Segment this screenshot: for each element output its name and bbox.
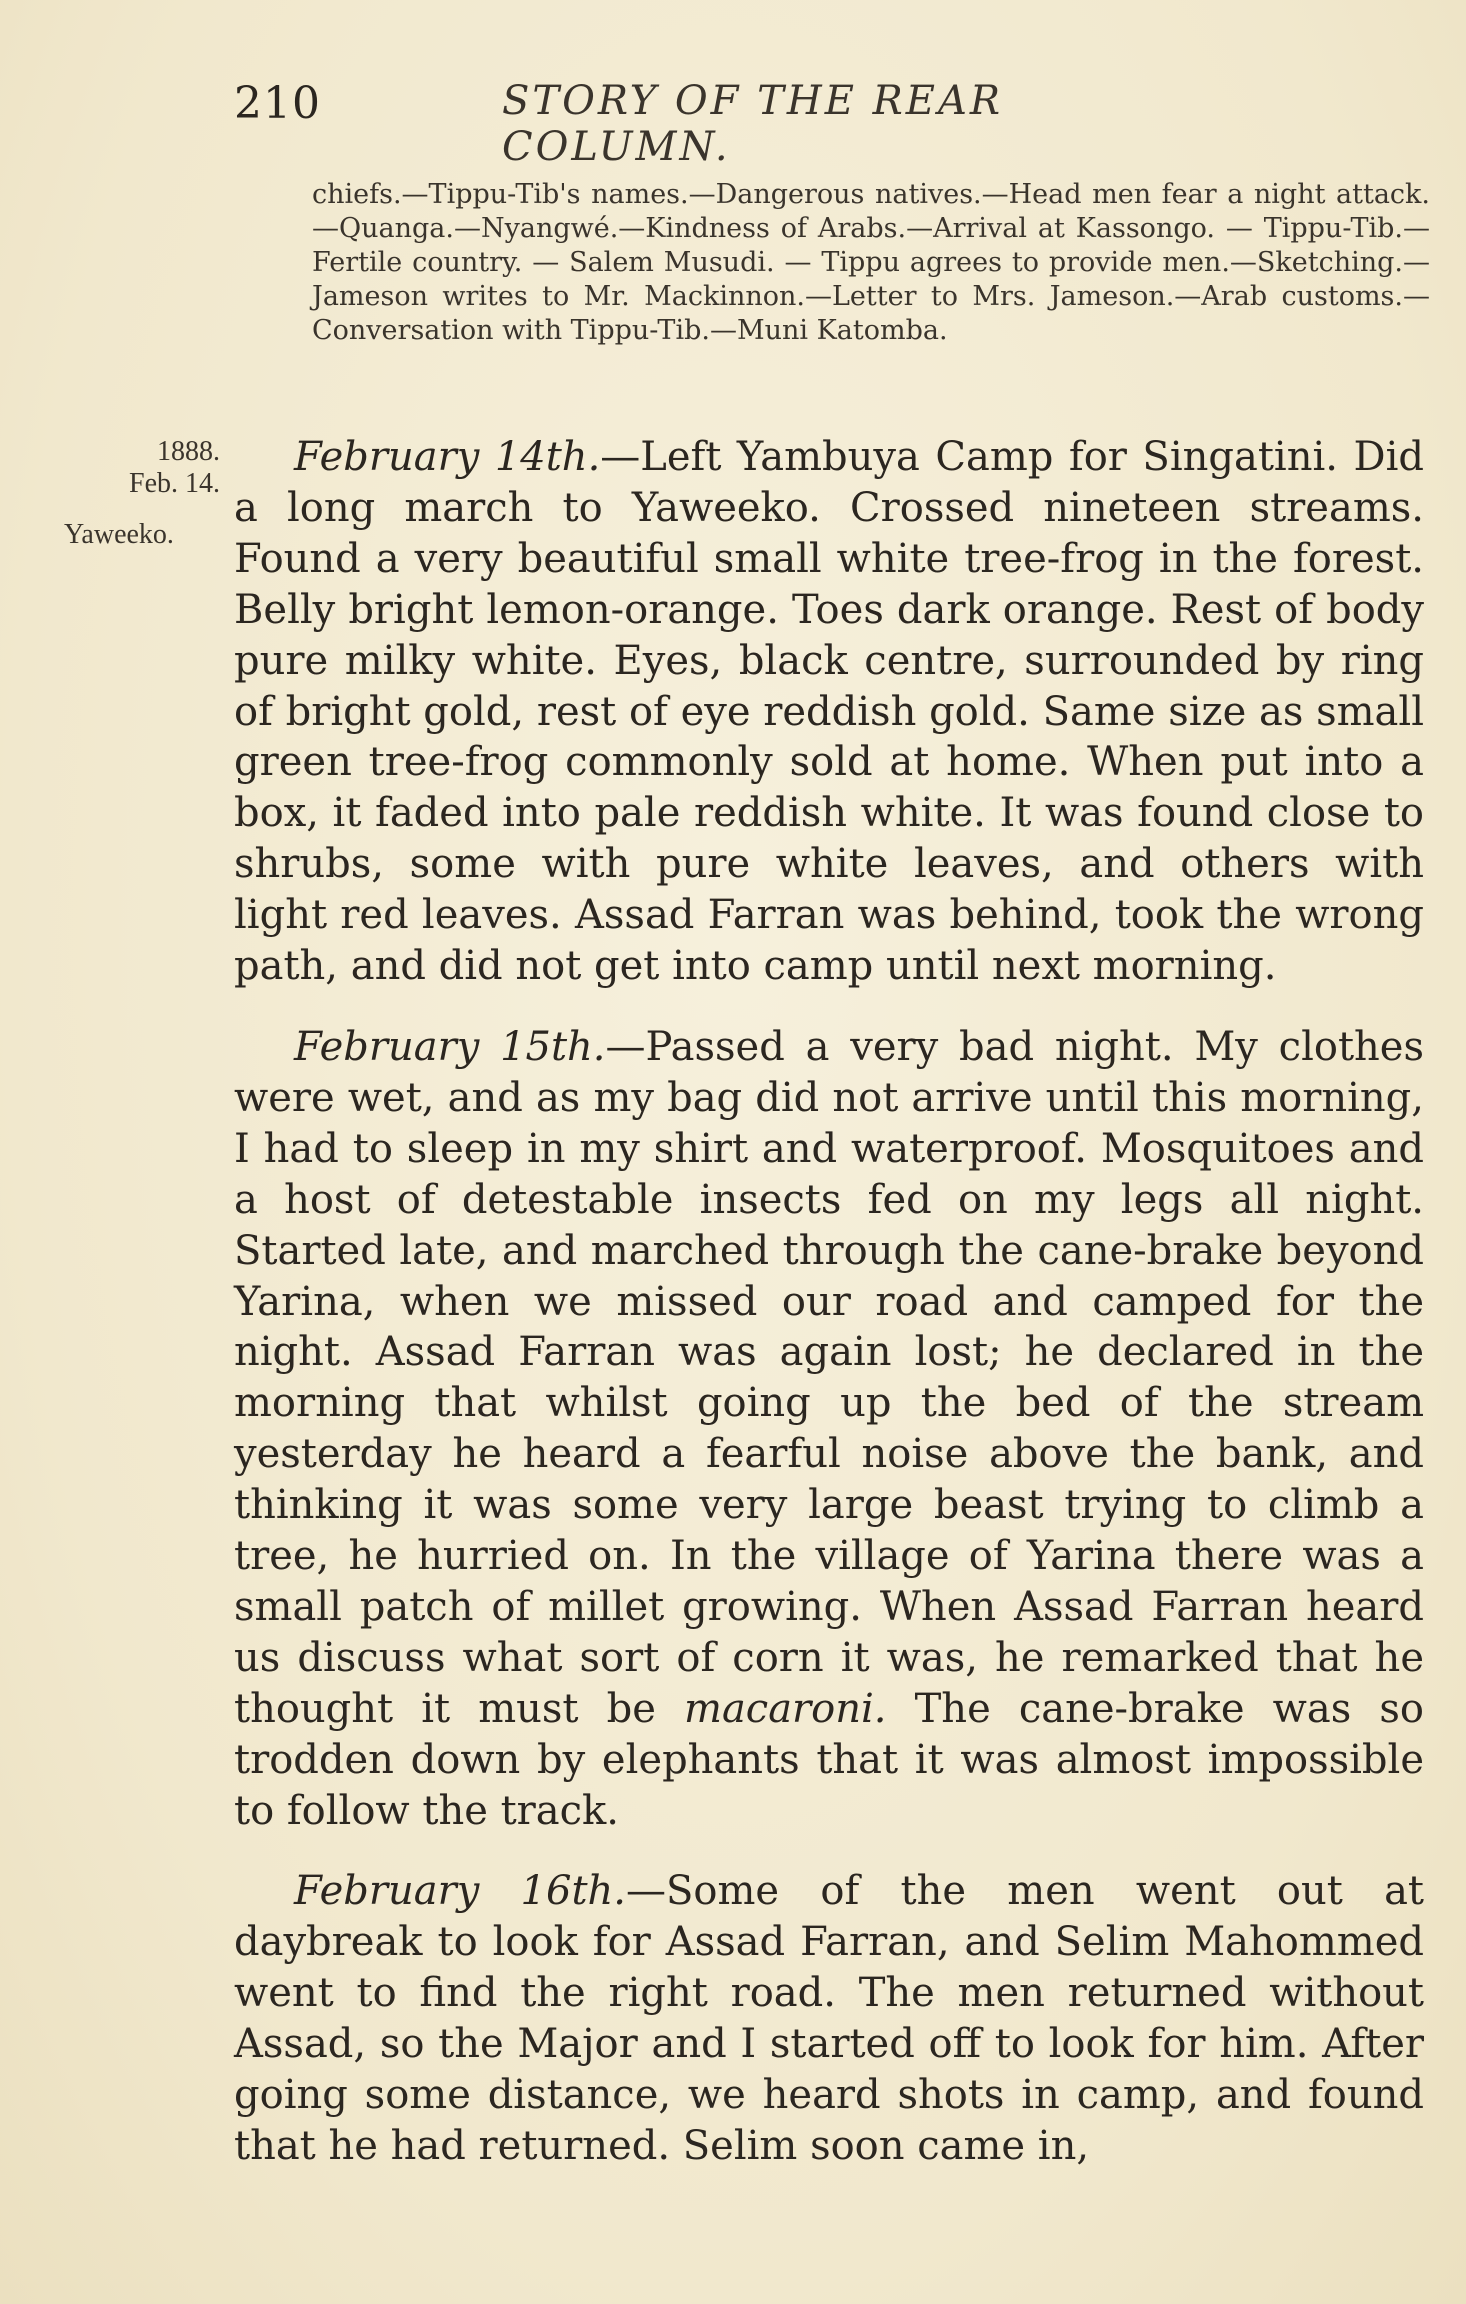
entry-date: February 15th. bbox=[294, 1023, 606, 1070]
diary-entry-feb-16 bbox=[234, 1866, 1424, 2171]
margin-date: Feb. 14. bbox=[129, 468, 220, 499]
page-number: 210 bbox=[234, 78, 321, 129]
diary-entry-feb-14 bbox=[234, 432, 1424, 992]
entry-text-continued: The cane-brake was so trodden down by elephants that it was almost impossible to follow the track. bbox=[234, 1685, 1424, 1834]
entry-text: —Left Yambuya Camp for Singatini. Did a long march to Yaweeko. Crossed nineteen streams. Found a very beautiful small white tree-frog in the forest. Belly bright lemon-orange. Toes dark orange. Rest of body pure milky white. Eyes, black centre, surrounded by ring of bright gold, rest of eye reddish gold. Same size as small green tree-frog commonly sold at home. When put into a box, it faded into pale reddish white. It was found close to shrubs, some with pure white leaves, and others with light red leaves. Assad Farran was behind, took the wrong path, and did not get into camp until next morning. bbox=[234, 434, 1424, 990]
page-header bbox=[234, 78, 1234, 170]
running-title: STORY OF THE REAR COLUMN. bbox=[502, 78, 1003, 170]
entry-text: —Some of the men went out at daybreak to look for Assad Farran, and Selim Mahommed went to find the right road. The men returned without Assad, so the Major and I started off to look for him. After going some distance, we heard shots in camp, and found that he had returned. Selim soon came in, bbox=[234, 1868, 1425, 2169]
diary-entry-feb-15 bbox=[234, 1022, 1424, 1837]
entry-italic-word: macaroni. bbox=[684, 1685, 887, 1732]
entry-text: —Passed a very bad night. My clothes were wet, and as my bag did not arrive until this morning, I had to sleep in my shirt and waterproof. Mosquitoes and a host of detestable insects fed on my legs all night. Started late, and marched through the cane-brake beyond Yarina, when we missed our road and camped for the night. Assad Farran was again lost; he declared in the morning that whilst going up the bed of the stream yesterday he heard a fearful noise above the bank, and thinking it was some very large beast trying to climb a tree, he hurried on. In the village of Yarina there was a small patch of millet growing. When Assad Farran heard us discuss what sort of corn it was, he remarked that he thought it must be bbox=[234, 1023, 1424, 1732]
diary-body bbox=[234, 432, 1424, 2202]
chapter-synopsis: chiefs.—Tippu-Tib's names.—Dangerous natives.—Head men fear a night attack.—Quanga.—Nyangwé.—Kindness of Arabs.—Arrival at Kassongo. — Tippu-Tib.—Fertile country. — Salem Musudi. — Tippu agrees to provide men.—Sketching.—Jameson writes to Mr. Mackinnon.—Letter to Mrs. Jameson.—Arab customs.—Conversation with Tippu-Tib.—Muni Katomba. bbox=[312, 179, 1430, 346]
margin-year: 1888. bbox=[157, 436, 220, 467]
entry-date: February 16th. bbox=[294, 1868, 627, 1915]
margin-place: Yaweeko. bbox=[64, 519, 174, 550]
entry-date: February 14th. bbox=[294, 434, 601, 480]
